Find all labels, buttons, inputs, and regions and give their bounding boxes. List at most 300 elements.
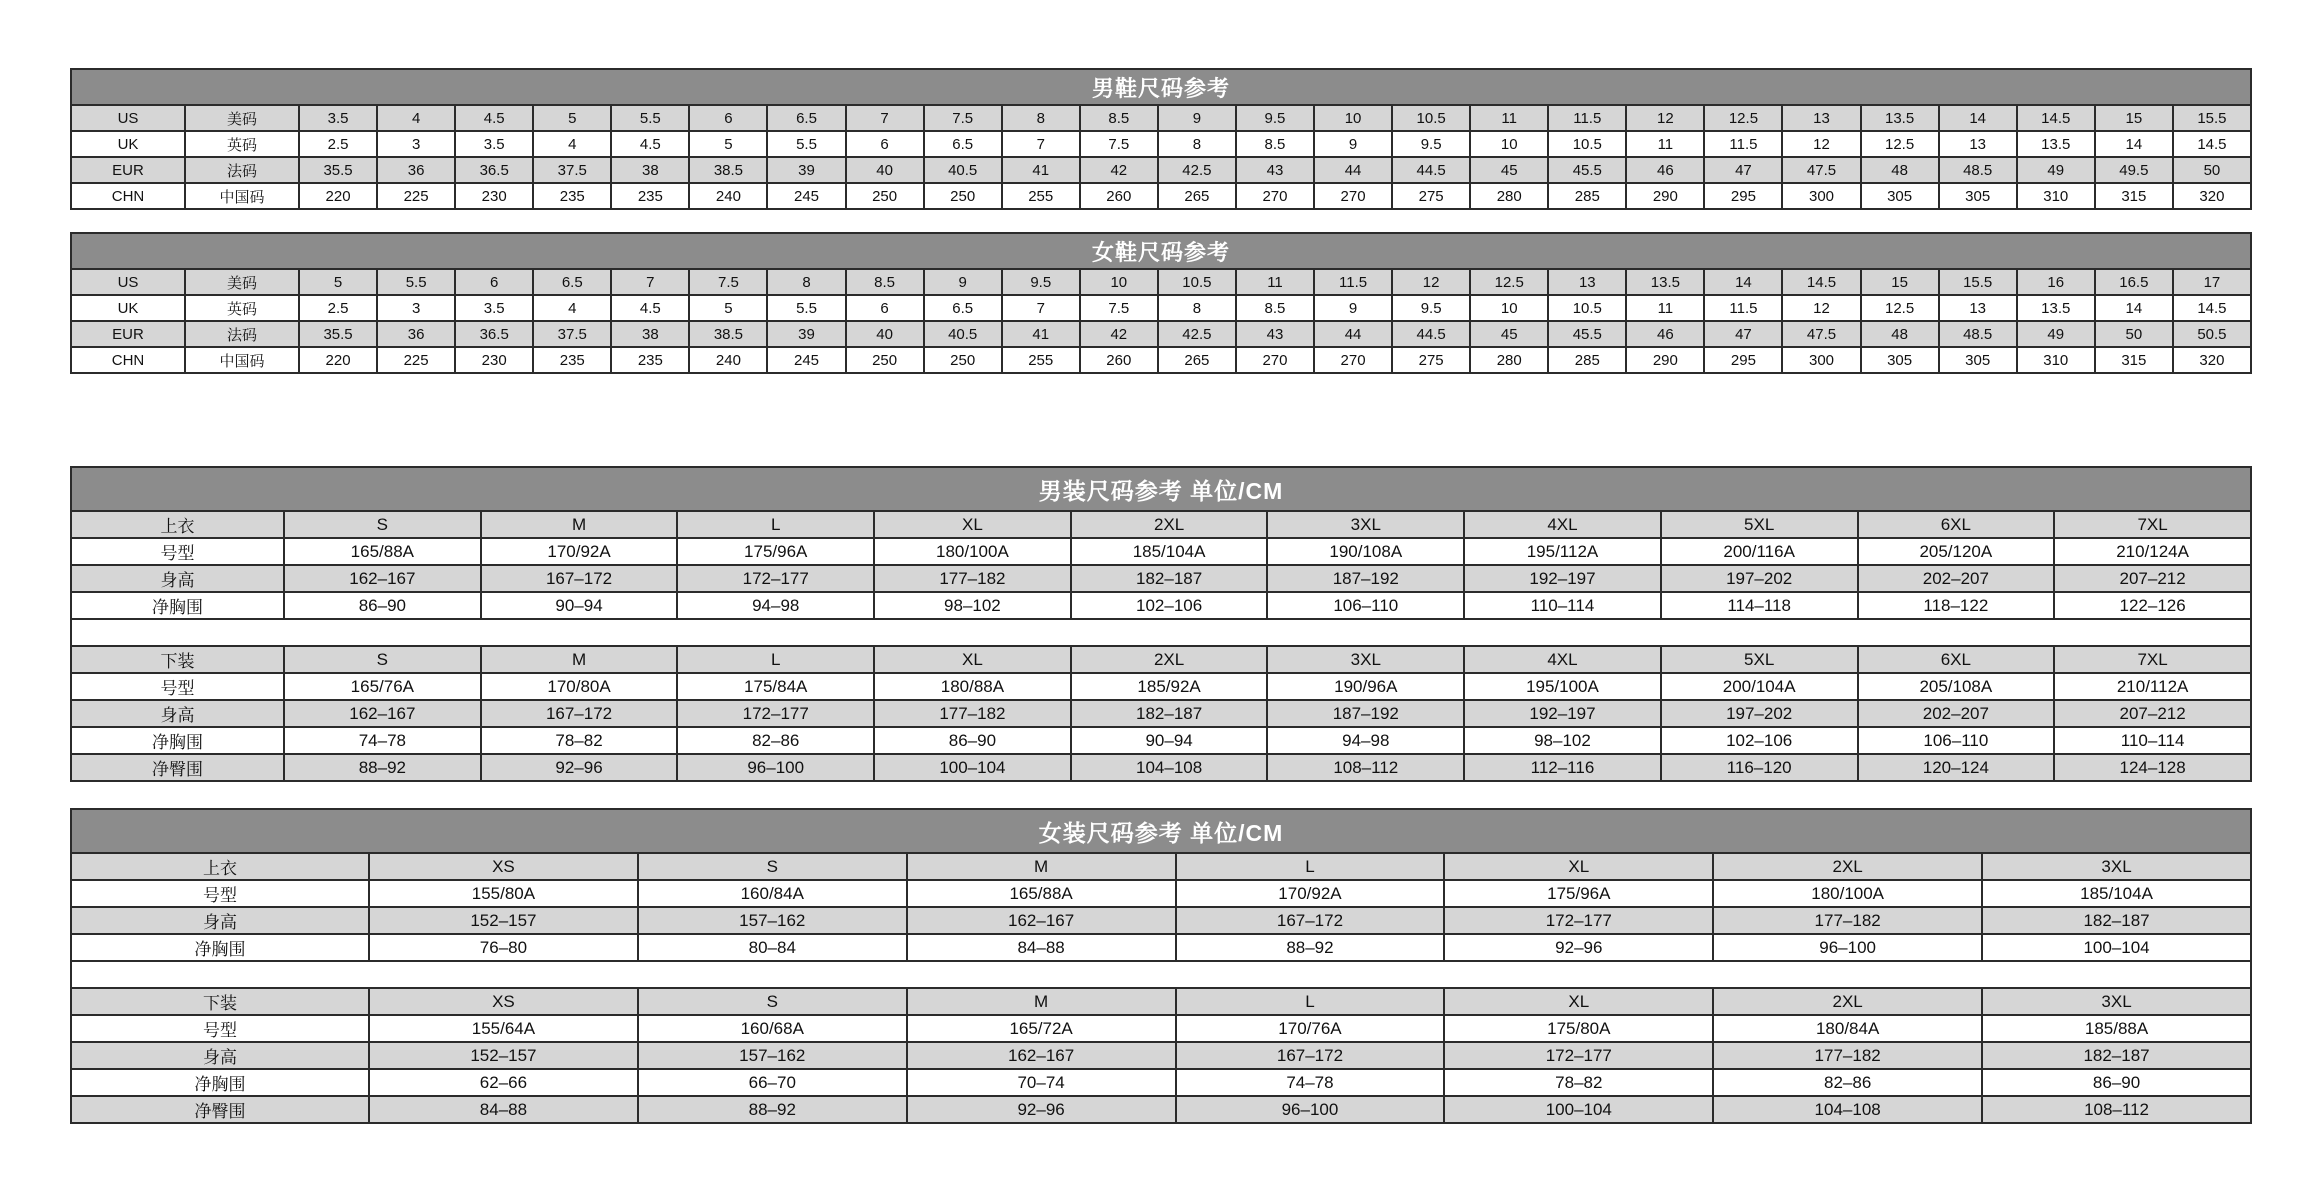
size-value: 162–167 bbox=[284, 700, 481, 727]
size-value: XL bbox=[1444, 988, 1713, 1015]
size-value: 112–116 bbox=[1464, 754, 1661, 781]
size-value: 235 bbox=[533, 183, 611, 209]
size-value: 37.5 bbox=[533, 321, 611, 347]
size-value: 152–157 bbox=[369, 1042, 638, 1069]
size-value: M bbox=[481, 511, 678, 538]
size-value: 14 bbox=[1704, 269, 1782, 295]
size-value: 88–92 bbox=[1176, 934, 1445, 961]
size-value: 177–182 bbox=[874, 565, 1071, 592]
bottom-garment-row bbox=[71, 700, 2251, 727]
size-value: 11 bbox=[1626, 295, 1704, 321]
size-value: 3XL bbox=[1267, 646, 1464, 673]
size-value: 13.5 bbox=[2017, 131, 2095, 157]
size-system-code: EUR bbox=[71, 321, 185, 347]
size-value: 200/116A bbox=[1661, 538, 1858, 565]
size-value: 48 bbox=[1861, 321, 1939, 347]
size-value: 15.5 bbox=[1939, 269, 2017, 295]
size-value: 94–98 bbox=[1267, 727, 1464, 754]
size-value: 192–197 bbox=[1464, 565, 1661, 592]
size-value: 11.5 bbox=[1314, 269, 1392, 295]
size-value: 12.5 bbox=[1861, 295, 1939, 321]
size-value: 47 bbox=[1704, 157, 1782, 183]
size-value: XS bbox=[369, 988, 638, 1015]
size-value: 5XL bbox=[1661, 511, 1858, 538]
size-value: S bbox=[638, 988, 907, 1015]
size-value: 13.5 bbox=[1626, 269, 1704, 295]
size-value: 6.5 bbox=[533, 269, 611, 295]
bottom-garment-row bbox=[71, 754, 2251, 781]
bottom-garment-row bbox=[71, 673, 2251, 700]
size-value: 86–90 bbox=[284, 592, 481, 619]
size-value: 4XL bbox=[1464, 511, 1661, 538]
size-value: 42 bbox=[1080, 157, 1158, 183]
size-value: 90–94 bbox=[481, 592, 678, 619]
row-label: 号型 bbox=[71, 538, 284, 565]
row-label: 下装 bbox=[71, 646, 284, 673]
size-row-chn bbox=[71, 347, 2251, 373]
size-value: 270 bbox=[1236, 183, 1314, 209]
size-value: 170/92A bbox=[1176, 880, 1445, 907]
size-value: 157–162 bbox=[638, 907, 907, 934]
bottom-garment-row bbox=[71, 1015, 2251, 1042]
size-value: 315 bbox=[2095, 183, 2173, 209]
size-value: 38 bbox=[611, 157, 689, 183]
spacer-cell bbox=[71, 619, 2251, 646]
size-value: 11 bbox=[1470, 105, 1548, 131]
size-value: 98–102 bbox=[1464, 727, 1661, 754]
size-value: 7.5 bbox=[924, 105, 1002, 131]
size-value: 305 bbox=[1861, 347, 1939, 373]
size-value: L bbox=[1176, 853, 1445, 880]
size-value: 13.5 bbox=[1861, 105, 1939, 131]
size-value: 295 bbox=[1704, 347, 1782, 373]
size-value: 38.5 bbox=[689, 321, 767, 347]
size-value: S bbox=[284, 511, 481, 538]
men-clothing-size-table bbox=[70, 466, 2252, 782]
size-value: 17 bbox=[2173, 269, 2251, 295]
size-value: M bbox=[907, 853, 1176, 880]
size-value: 180/84A bbox=[1713, 1015, 1982, 1042]
size-value: M bbox=[907, 988, 1176, 1015]
size-value: 40 bbox=[846, 321, 924, 347]
size-value: 39 bbox=[767, 157, 845, 183]
size-value: 110–114 bbox=[1464, 592, 1661, 619]
size-row-eur bbox=[71, 157, 2251, 183]
size-value: 315 bbox=[2095, 347, 2173, 373]
size-value: 6.5 bbox=[767, 105, 845, 131]
row-label: 净胸围 bbox=[71, 934, 369, 961]
size-value: 182–187 bbox=[1982, 907, 2251, 934]
size-value: 2XL bbox=[1071, 646, 1268, 673]
size-value: XL bbox=[874, 646, 1071, 673]
size-value: 185/92A bbox=[1071, 673, 1268, 700]
table-title: 男鞋尺码参考 bbox=[71, 69, 2251, 105]
size-value: 4XL bbox=[1464, 646, 1661, 673]
section-spacer bbox=[71, 961, 2251, 988]
size-value: 8 bbox=[767, 269, 845, 295]
size-value: 260 bbox=[1080, 183, 1158, 209]
size-value: 12.5 bbox=[1861, 131, 1939, 157]
size-value: 6 bbox=[846, 131, 924, 157]
size-value: 195/112A bbox=[1464, 538, 1661, 565]
size-system-code: EUR bbox=[71, 157, 185, 183]
size-value: L bbox=[677, 511, 874, 538]
row-label: 号型 bbox=[71, 1015, 369, 1042]
size-value: 12 bbox=[1626, 105, 1704, 131]
size-value: 7 bbox=[611, 269, 689, 295]
size-value: 96–100 bbox=[1176, 1096, 1445, 1123]
table-title: 女装尺码参考 单位/CM bbox=[71, 809, 2251, 853]
size-value: S bbox=[638, 853, 907, 880]
size-value: 187–192 bbox=[1267, 700, 1464, 727]
size-value: 265 bbox=[1158, 183, 1236, 209]
size-value: 36 bbox=[377, 321, 455, 347]
size-value: 12.5 bbox=[1704, 105, 1782, 131]
size-value: 295 bbox=[1704, 183, 1782, 209]
size-value: 92–96 bbox=[907, 1096, 1176, 1123]
size-value: 165/76A bbox=[284, 673, 481, 700]
size-value: 7XL bbox=[2054, 646, 2251, 673]
women-clothing-size-table bbox=[70, 808, 2252, 1124]
size-value: 15 bbox=[1861, 269, 1939, 295]
size-value: 225 bbox=[377, 183, 455, 209]
size-value: 10 bbox=[1080, 269, 1158, 295]
size-value: 9 bbox=[1314, 295, 1392, 321]
size-value: 6 bbox=[455, 269, 533, 295]
size-value: 100–104 bbox=[1982, 934, 2251, 961]
top-garment-row bbox=[71, 592, 2251, 619]
row-label: 净胸围 bbox=[71, 1069, 369, 1096]
size-value: 11.5 bbox=[1704, 295, 1782, 321]
size-value: 6 bbox=[846, 295, 924, 321]
size-value: 118–122 bbox=[1858, 592, 2055, 619]
size-value: 86–90 bbox=[874, 727, 1071, 754]
size-value: 305 bbox=[1939, 347, 2017, 373]
size-value: XL bbox=[1444, 853, 1713, 880]
size-value: 49 bbox=[2017, 321, 2095, 347]
size-value: 100–104 bbox=[1444, 1096, 1713, 1123]
size-value: 44.5 bbox=[1392, 321, 1470, 347]
size-row-uk bbox=[71, 131, 2251, 157]
size-value: 177–182 bbox=[1713, 907, 1982, 934]
size-value: 172–177 bbox=[1444, 907, 1713, 934]
row-label: 下装 bbox=[71, 988, 369, 1015]
size-value: 167–172 bbox=[1176, 1042, 1445, 1069]
size-value: 90–94 bbox=[1071, 727, 1268, 754]
size-value: 14 bbox=[1939, 105, 2017, 131]
size-value: 2XL bbox=[1713, 853, 1982, 880]
size-system-code: US bbox=[71, 269, 185, 295]
size-value: 3 bbox=[377, 131, 455, 157]
size-value: 39 bbox=[767, 321, 845, 347]
size-value: 10.5 bbox=[1158, 269, 1236, 295]
size-value: 10 bbox=[1470, 131, 1548, 157]
size-value: 114–118 bbox=[1661, 592, 1858, 619]
size-value: 9 bbox=[1158, 105, 1236, 131]
size-value: 202–207 bbox=[1858, 565, 2055, 592]
size-value: 46 bbox=[1626, 321, 1704, 347]
size-value: 44.5 bbox=[1392, 157, 1470, 183]
size-value: 285 bbox=[1548, 347, 1626, 373]
size-value: 4 bbox=[533, 131, 611, 157]
size-value: 9.5 bbox=[1236, 105, 1314, 131]
size-value: 11 bbox=[1626, 131, 1704, 157]
size-value: 180/88A bbox=[874, 673, 1071, 700]
size-value: 9.5 bbox=[1392, 131, 1470, 157]
size-value: 310 bbox=[2017, 347, 2095, 373]
size-system-name: 法码 bbox=[185, 321, 299, 347]
size-value: 175/96A bbox=[1444, 880, 1713, 907]
row-label: 号型 bbox=[71, 880, 369, 907]
size-value: 14.5 bbox=[1782, 269, 1860, 295]
size-value: 170/76A bbox=[1176, 1015, 1445, 1042]
size-value: 192–197 bbox=[1464, 700, 1661, 727]
size-value: 15 bbox=[2095, 105, 2173, 131]
size-value: 197–202 bbox=[1661, 565, 1858, 592]
size-value: 167–172 bbox=[481, 700, 678, 727]
size-value: 35.5 bbox=[299, 157, 377, 183]
size-value: 5 bbox=[689, 131, 767, 157]
size-value: 250 bbox=[924, 347, 1002, 373]
size-value: 106–110 bbox=[1858, 727, 2055, 754]
size-value: 100–104 bbox=[874, 754, 1071, 781]
size-value: 182–187 bbox=[1982, 1042, 2251, 1069]
size-value: 285 bbox=[1548, 183, 1626, 209]
size-value: 5.5 bbox=[767, 295, 845, 321]
size-value: 6XL bbox=[1858, 646, 2055, 673]
size-value: 207–212 bbox=[2054, 565, 2251, 592]
size-value: 177–182 bbox=[874, 700, 1071, 727]
size-value: 210/124A bbox=[2054, 538, 2251, 565]
size-value: 102–106 bbox=[1071, 592, 1268, 619]
size-value: 7.5 bbox=[689, 269, 767, 295]
size-row-us bbox=[71, 269, 2251, 295]
women-shoe-size-table bbox=[70, 232, 2252, 374]
bottom-garment-row bbox=[71, 727, 2251, 754]
men-shoe-size-table bbox=[70, 68, 2252, 210]
size-value: 14 bbox=[2095, 131, 2173, 157]
size-value: 11 bbox=[1236, 269, 1314, 295]
size-value: 165/72A bbox=[907, 1015, 1176, 1042]
size-value: 11.5 bbox=[1548, 105, 1626, 131]
size-row-eur bbox=[71, 321, 2251, 347]
size-value: 82–86 bbox=[1713, 1069, 1982, 1096]
size-value: 5.5 bbox=[611, 105, 689, 131]
size-value: 162–167 bbox=[907, 907, 1176, 934]
size-value: 207–212 bbox=[2054, 700, 2251, 727]
size-value: 152–157 bbox=[369, 907, 638, 934]
size-value: 182–187 bbox=[1071, 565, 1268, 592]
size-value: 170/92A bbox=[481, 538, 678, 565]
size-value: 9.5 bbox=[1392, 295, 1470, 321]
size-value: 120–124 bbox=[1858, 754, 2055, 781]
size-value: 4.5 bbox=[611, 295, 689, 321]
row-label: 净胸围 bbox=[71, 592, 284, 619]
size-value: 7.5 bbox=[1080, 131, 1158, 157]
size-value: 250 bbox=[846, 183, 924, 209]
size-value: 3.5 bbox=[455, 295, 533, 321]
size-value: 37.5 bbox=[533, 157, 611, 183]
size-value: 162–167 bbox=[907, 1042, 1176, 1069]
size-value: 124–128 bbox=[2054, 754, 2251, 781]
size-value: 44 bbox=[1314, 321, 1392, 347]
size-value: 13 bbox=[1782, 105, 1860, 131]
size-value: 10 bbox=[1470, 295, 1548, 321]
size-value: 9 bbox=[1314, 131, 1392, 157]
size-value: 190/96A bbox=[1267, 673, 1464, 700]
size-system-code: CHN bbox=[71, 347, 185, 373]
size-value: 167–172 bbox=[1176, 907, 1445, 934]
size-value: 38 bbox=[611, 321, 689, 347]
size-value: 36 bbox=[377, 157, 455, 183]
size-value: 290 bbox=[1626, 347, 1704, 373]
size-value: 5 bbox=[689, 295, 767, 321]
size-value: 202–207 bbox=[1858, 700, 2055, 727]
size-value: 45 bbox=[1470, 321, 1548, 347]
size-value: 47.5 bbox=[1782, 157, 1860, 183]
size-value: 96–100 bbox=[677, 754, 874, 781]
size-value: 102–106 bbox=[1661, 727, 1858, 754]
size-value: 40.5 bbox=[924, 157, 1002, 183]
row-label: 身高 bbox=[71, 907, 369, 934]
size-value: 4 bbox=[377, 105, 455, 131]
size-value: XS bbox=[369, 853, 638, 880]
size-value: 45.5 bbox=[1548, 321, 1626, 347]
size-value: 310 bbox=[2017, 183, 2095, 209]
size-value: 235 bbox=[611, 183, 689, 209]
row-label: 身高 bbox=[71, 1042, 369, 1069]
size-value: 8.5 bbox=[1080, 105, 1158, 131]
top-garment-row bbox=[71, 565, 2251, 592]
size-value: 245 bbox=[767, 183, 845, 209]
size-value: 122–126 bbox=[2054, 592, 2251, 619]
size-value: 50 bbox=[2095, 321, 2173, 347]
row-label: 净臀围 bbox=[71, 1096, 369, 1123]
size-value: 42 bbox=[1080, 321, 1158, 347]
size-value: 10.5 bbox=[1548, 131, 1626, 157]
size-value: 13.5 bbox=[2017, 295, 2095, 321]
size-value: 110–114 bbox=[2054, 727, 2251, 754]
size-value: 50 bbox=[2173, 157, 2251, 183]
size-value: 44 bbox=[1314, 157, 1392, 183]
size-value: 48 bbox=[1861, 157, 1939, 183]
row-label: 净臀围 bbox=[71, 754, 284, 781]
size-system-name: 英码 bbox=[185, 131, 299, 157]
top-garment-row bbox=[71, 880, 2251, 907]
size-value: 50.5 bbox=[2173, 321, 2251, 347]
size-system-name: 法码 bbox=[185, 157, 299, 183]
size-value: 8.5 bbox=[846, 269, 924, 295]
size-value: 41 bbox=[1002, 321, 1080, 347]
bottom-garment-row bbox=[71, 1042, 2251, 1069]
bottom-garment-row bbox=[71, 1096, 2251, 1123]
size-value: 88–92 bbox=[638, 1096, 907, 1123]
size-value: 88–92 bbox=[284, 754, 481, 781]
size-value: 320 bbox=[2173, 183, 2251, 209]
size-value: 116–120 bbox=[1661, 754, 1858, 781]
size-value: 42.5 bbox=[1158, 157, 1236, 183]
size-value: 275 bbox=[1392, 183, 1470, 209]
size-value: 250 bbox=[846, 347, 924, 373]
bottom-garment-row bbox=[71, 1069, 2251, 1096]
size-value: 155/64A bbox=[369, 1015, 638, 1042]
size-value: 265 bbox=[1158, 347, 1236, 373]
size-value: 10.5 bbox=[1392, 105, 1470, 131]
size-value: 94–98 bbox=[677, 592, 874, 619]
size-system-name: 中国码 bbox=[185, 183, 299, 209]
size-value: 300 bbox=[1782, 347, 1860, 373]
bottom-garment-row bbox=[71, 646, 2251, 673]
size-system-name: 英码 bbox=[185, 295, 299, 321]
size-value: 3.5 bbox=[299, 105, 377, 131]
row-label: 上衣 bbox=[71, 511, 284, 538]
size-value: 7 bbox=[1002, 295, 1080, 321]
size-value: 12 bbox=[1782, 131, 1860, 157]
size-value: 195/100A bbox=[1464, 673, 1661, 700]
size-value: 9.5 bbox=[1002, 269, 1080, 295]
size-value: 280 bbox=[1470, 347, 1548, 373]
size-value: 240 bbox=[689, 183, 767, 209]
size-value: 205/108A bbox=[1858, 673, 2055, 700]
size-value: 78–82 bbox=[481, 727, 678, 754]
size-value: 96–100 bbox=[1713, 934, 1982, 961]
size-value: 3.5 bbox=[455, 131, 533, 157]
size-value: 8.5 bbox=[1236, 131, 1314, 157]
size-value: 167–172 bbox=[481, 565, 678, 592]
size-value: 245 bbox=[767, 347, 845, 373]
size-value: 2.5 bbox=[299, 295, 377, 321]
size-value: 47 bbox=[1704, 321, 1782, 347]
women-clothing-size-section bbox=[70, 808, 2252, 1124]
size-value: 6.5 bbox=[924, 131, 1002, 157]
size-value: 8 bbox=[1158, 295, 1236, 321]
size-value: 108–112 bbox=[1982, 1096, 2251, 1123]
size-value: 172–177 bbox=[677, 700, 874, 727]
size-row-chn bbox=[71, 183, 2251, 209]
size-value: 3XL bbox=[1982, 988, 2251, 1015]
size-value: 2XL bbox=[1713, 988, 1982, 1015]
size-value: 165/88A bbox=[284, 538, 481, 565]
size-value: 250 bbox=[924, 183, 1002, 209]
size-value: 38.5 bbox=[689, 157, 767, 183]
size-value: 170/80A bbox=[481, 673, 678, 700]
size-value: 6 bbox=[689, 105, 767, 131]
size-value: 4.5 bbox=[455, 105, 533, 131]
size-value: 45.5 bbox=[1548, 157, 1626, 183]
size-value: 7XL bbox=[2054, 511, 2251, 538]
row-label: 净胸围 bbox=[71, 727, 284, 754]
size-system-code: UK bbox=[71, 131, 185, 157]
size-value: 40 bbox=[846, 157, 924, 183]
size-value: 5XL bbox=[1661, 646, 1858, 673]
table-title: 女鞋尺码参考 bbox=[71, 233, 2251, 269]
size-value: 3 bbox=[377, 295, 455, 321]
size-value: S bbox=[284, 646, 481, 673]
size-system-code: CHN bbox=[71, 183, 185, 209]
size-value: 74–78 bbox=[284, 727, 481, 754]
size-value: 270 bbox=[1314, 183, 1392, 209]
size-value: 14 bbox=[2095, 295, 2173, 321]
size-system-code: US bbox=[71, 105, 185, 131]
row-label: 上衣 bbox=[71, 853, 369, 880]
table-title: 男装尺码参考 单位/CM bbox=[71, 467, 2251, 511]
size-value: 255 bbox=[1002, 347, 1080, 373]
size-value: 15.5 bbox=[2173, 105, 2251, 131]
size-value: 46 bbox=[1626, 157, 1704, 183]
size-value: 16 bbox=[2017, 269, 2095, 295]
size-value: 13 bbox=[1939, 295, 2017, 321]
size-value: 98–102 bbox=[874, 592, 1071, 619]
